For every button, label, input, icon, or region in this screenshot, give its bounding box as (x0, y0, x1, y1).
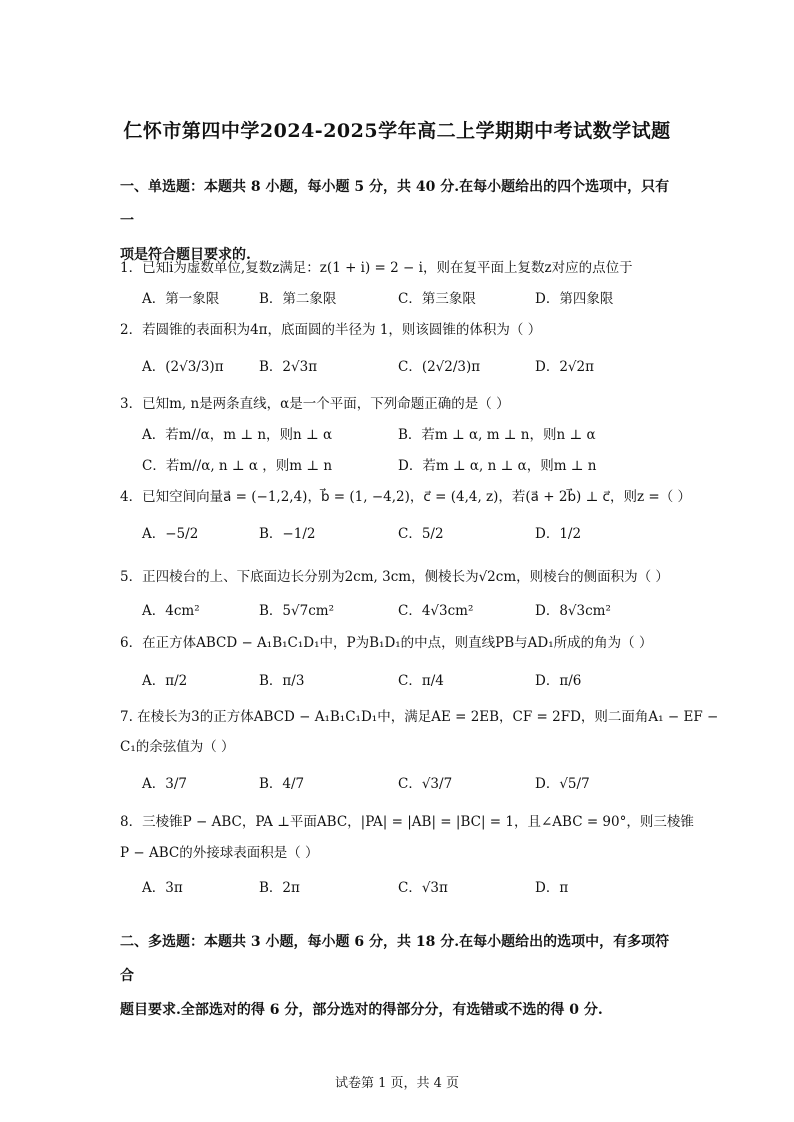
section-1-line-1: 一、单选题：本题共 8 小题，每小题 5 分，共 40 分.在每小题给出的四个选项中，只有一 (120, 179, 670, 229)
question-8-option-d: D．π (535, 880, 569, 896)
question-4-options (142, 523, 682, 545)
question-2-stem: 2．若圆锥的表面积为4π，底面圆的半径为 1，则该圆锥的体积为（ ） (120, 322, 542, 338)
exam-title: 仁怀市第四中学2024-2025学年高二上学期期中考试数学试题 (123, 120, 671, 142)
question-1-option-d: D．第四象限 (535, 291, 614, 307)
question-1-option-a: A．第一象限 (142, 291, 220, 307)
question-8-stem: 8．三棱锥P − ABC，PA ⊥平面ABC，|PA| = |AB| = |BC| = 1，且∠ABC = 90°，则三棱锥 (120, 814, 694, 830)
question-3-option-d: D．若m ⊥ α, n ⊥ α，则m ⊥ n (398, 458, 597, 474)
question-1-stem: 1．已知i为虚数单位,复数z满足：z(1 + i) = 2 − i，则在复平面上复数z对应的点位于 (120, 260, 633, 276)
question-4-option-c: C．5/2 (398, 526, 444, 542)
question-5-stem: 5．正四棱台的上、下底面边长分别为2cm, 3cm，侧棱长为√2cm，则棱台的侧面积为（ ） (120, 569, 669, 585)
question-6-option-b: B．π/3 (259, 673, 305, 689)
question-6-stem: 6．在正方体ABCD − A₁B₁C₁D₁中，P为B₁D₁的中点，则直线PB与AD₁所成的角为（ ） (120, 635, 653, 651)
question-5-option-a: A．4cm² (142, 603, 200, 619)
question-3-option-a: A．若m//α，m ⊥ n，则n ⊥ α (142, 427, 333, 443)
question-8-option-b: B．2π (259, 880, 300, 896)
question-7-stem-continued: C₁的余弦值为（ ） (120, 739, 235, 755)
question-5-options (142, 600, 682, 622)
question-6-options (142, 670, 682, 692)
section-2-heading (120, 925, 680, 1027)
question-8-options (142, 877, 682, 899)
question-3-stem: 3．已知m, n是两条直线，α是一个平面，下列命题正确的是（ ） (120, 396, 510, 412)
section-2-line-1: 二、多选题：本题共 3 小题，每小题 6 分，共 18 分.在每小题给出的选项中，有多项符合 (120, 934, 670, 984)
question-3-options-row-2 (142, 455, 682, 477)
question-3-option-b: B．若m ⊥ α, m ⊥ n，则n ⊥ α (398, 427, 596, 443)
question-7-stem: 7. 在棱长为3的正方体ABCD − A₁B₁C₁D₁中，满足AE = 2EB，CF = 2FD，则二面角A₁ − EF − (120, 709, 719, 725)
question-4-option-d: D．1/2 (535, 526, 582, 542)
section-2-line-2: 题目要求.全部选对的得 6 分，部分选对的得部分分，有选错或不选的得 0 分. (120, 1002, 603, 1018)
question-6-option-d: D．π/6 (535, 673, 582, 689)
question-2-option-d: D．2√2π (535, 359, 594, 375)
question-1-options (142, 288, 682, 310)
question-3-option-c: C．若m//α, n ⊥ α ，则m ⊥ n (142, 458, 333, 474)
section-1-line-2: 项是符合题目要求的. (120, 247, 251, 263)
question-5-option-b: B．5√7cm² (259, 603, 334, 619)
question-5-option-d: D．8√3cm² (535, 603, 611, 619)
question-7-option-b: B．4/7 (259, 776, 305, 792)
question-5-option-c: C．4√3cm² (398, 603, 474, 619)
page-footer: 试卷第 1 页，共 4 页 (334, 1076, 460, 1091)
question-8-stem-continued: P − ABC的外接球表面积是（ ） (120, 845, 319, 861)
question-4-stem: 4．已知空间向量a⃗ = (−1,2,4)，b⃗ = (1, −4,2)，c⃗ = (4,4, z)，若(a⃗ + 2b⃗) ⊥ c⃗，则z =（ ） (120, 489, 691, 505)
question-8-option-a: A．3π (142, 880, 183, 896)
question-7-options (142, 773, 682, 795)
question-4-option-b: B．−1/2 (259, 526, 316, 542)
question-6-option-a: A．π/2 (142, 673, 188, 689)
question-8-option-c: C．√3π (398, 880, 448, 896)
question-1-option-b: B．第二象限 (259, 291, 337, 307)
question-1-option-c: C．第三象限 (398, 291, 476, 307)
question-7-option-d: D．√5/7 (535, 776, 590, 792)
question-6-option-c: C．π/4 (398, 673, 444, 689)
question-4-option-a: A．−5/2 (142, 526, 199, 542)
question-2-option-b: B．2√3π (259, 359, 318, 375)
question-3-options-row-1 (142, 424, 682, 446)
question-2-option-c: C．(2√2/3)π (398, 359, 481, 375)
question-2-options (142, 356, 682, 378)
question-7-option-c: C．√3/7 (398, 776, 453, 792)
question-7-option-a: A．3/7 (142, 776, 187, 792)
question-2-option-a: A．(2√3/3)π (142, 359, 224, 375)
